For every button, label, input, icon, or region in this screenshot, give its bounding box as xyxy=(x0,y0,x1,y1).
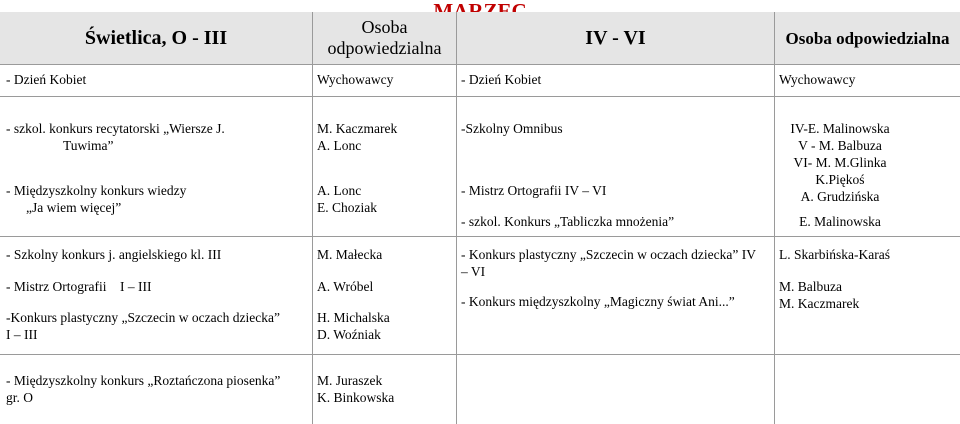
header-col3-label: IV - VI xyxy=(585,26,646,49)
grid-line-v3 xyxy=(774,12,775,424)
header-col4-label: Osoba odpowiedzialna xyxy=(785,28,950,48)
row2-col4-b: E. Malinowska xyxy=(799,214,881,229)
row1-col3: - Dzień Kobiet xyxy=(461,72,542,87)
row2-col3-omnibus: -Szkolny Omnibus xyxy=(461,121,563,136)
row2-col2-b: A. Lonc E. Choziak xyxy=(317,183,377,215)
header-responsible-1 xyxy=(313,12,456,64)
grid-line-v1 xyxy=(312,12,313,424)
row2-col1-knowledge-cont: „Ja wiem więcej” xyxy=(26,200,122,215)
header-col2-label: Osoba odpowiedzialna xyxy=(327,17,442,58)
row2-col3-orthography: - Mistrz Ortografii IV – VI xyxy=(461,183,607,198)
row2-col1-knowledge: - Międzyszkolny konkurs wiedzy xyxy=(6,183,187,198)
row3-col3-art: - Konkurs plastyczny „Szczecin w oczach dziecka” IV – VI xyxy=(461,247,756,279)
row2-col2-a: M. Kaczmarek A. Lonc xyxy=(317,121,398,153)
row4-col2: M. Juraszek K. Binkowska xyxy=(317,373,395,405)
grid-line-h1 xyxy=(0,64,960,65)
grid-line-h2 xyxy=(0,96,960,97)
row2-col3-multiplication: - szkol. Konkurs „Tabliczka mnożenia” xyxy=(461,214,675,229)
row3-col3-anne: - Konkurs międzyszkolny „Magiczny świat Ani...” xyxy=(461,294,735,309)
grid-line-v2 xyxy=(456,12,457,424)
row3-col1-orthography: - Mistrz Ortografii I – III xyxy=(6,279,152,294)
row2-col1-recitation: - szkol. konkurs recytatorski „Wiersze J. xyxy=(6,121,225,136)
row1-col2: Wychowawcy xyxy=(317,72,394,87)
row3-col4-a: L. Skarbińska-Karaś xyxy=(779,247,890,262)
header-responsible-2 xyxy=(775,12,960,64)
header-col1-label: Świetlica, O - III xyxy=(84,26,228,49)
row2-col4-a: IV-E. Malinowska V - M. Balbuza VI- M. M.Glinka K.Piękoś A. Grudzińska xyxy=(790,121,890,204)
header-swietlica xyxy=(0,12,312,64)
row2-col1-recitation-cont: Tuwima” xyxy=(63,138,114,153)
row3-col2-a: M. Małecka xyxy=(317,247,383,262)
header-iv-vi xyxy=(457,12,774,64)
row1-col1: - Dzień Kobiet xyxy=(6,72,87,87)
row4-col1: - Międzyszkolny konkurs „Roztańczona piosenka” gr. O xyxy=(6,373,281,405)
row1-col4: Wychowawcy xyxy=(779,72,856,87)
row3-col1-english: - Szkolny konkurs j. angielskiego kl. III xyxy=(6,247,222,262)
row3-col1-art: -Konkurs plastyczny „Szczecin w oczach dziecka” I – III xyxy=(6,310,280,342)
row3-col2-c: H. Michalska D. Woźniak xyxy=(317,310,390,342)
row3-col2-b: A. Wróbel xyxy=(317,279,374,294)
grid-line-h4 xyxy=(0,354,960,355)
row3-col4-b: M. Balbuza M. Kaczmarek xyxy=(779,279,860,311)
grid-line-h3 xyxy=(0,236,960,237)
